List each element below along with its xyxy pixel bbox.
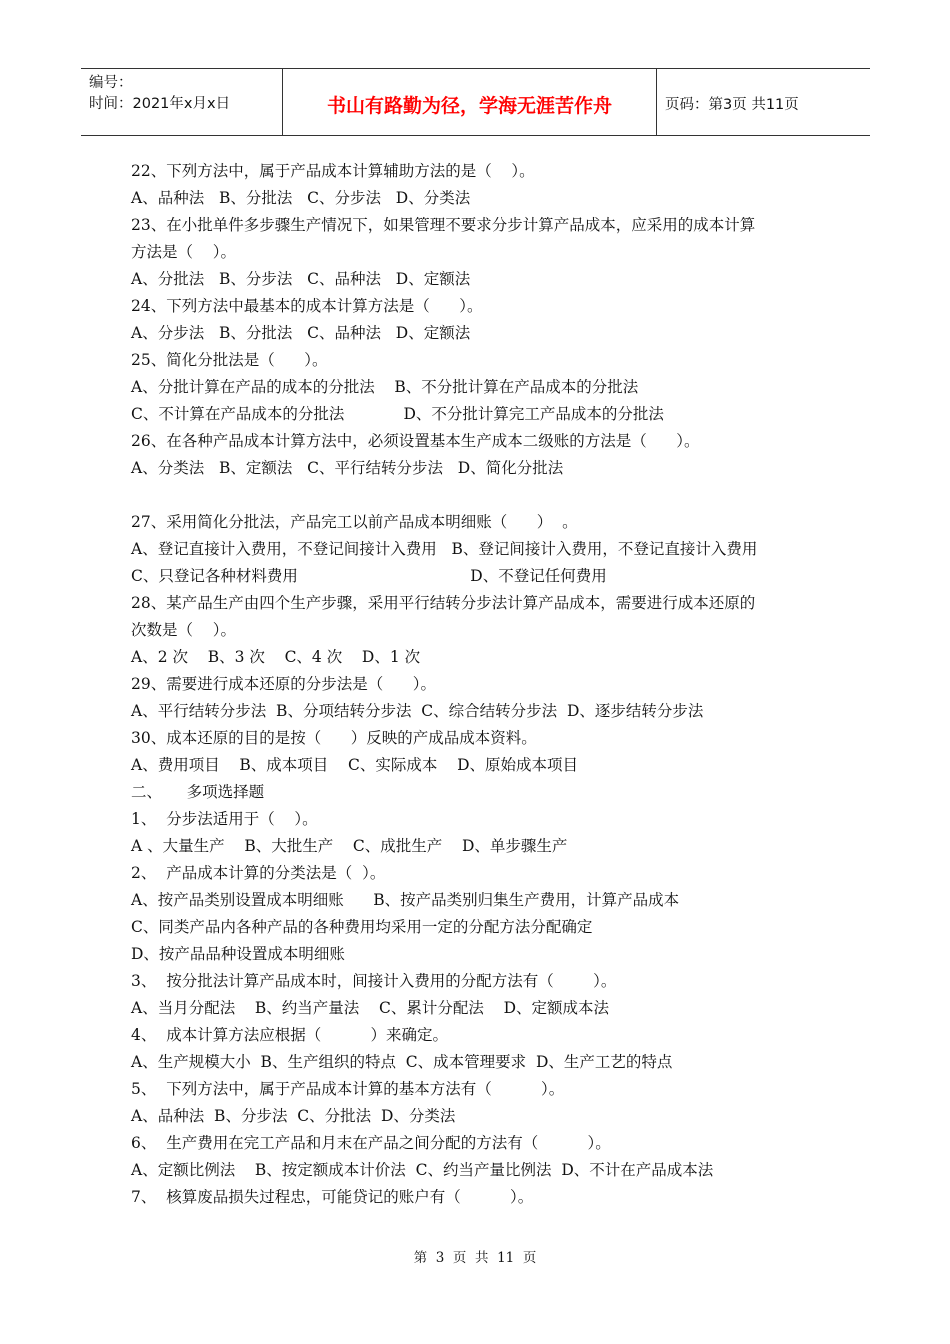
- text-line: 22、下列方法中，属于产品成本计算辅助方法的是（ ）。: [131, 162, 535, 180]
- blank-line: [131, 482, 821, 509]
- text-line: 3、 按分批法计算产品成本时，间接计入费用的分配方法有（ ）。: [131, 972, 617, 990]
- text-line: 4、 成本计算方法应根据（ ）来确定。: [131, 1026, 448, 1044]
- text-line: 25、简化分批法是（ ）。: [131, 351, 328, 369]
- header-page-number: 页码：第3页 共11页: [665, 97, 799, 113]
- text-line: A、定额比例法 B、按定额成本计价法 C、约当产量比例法 D、不计在产品成本法: [131, 1161, 714, 1179]
- text-line: C、同类产品内各种产品的各种费用均采用一定的分配方法分配确定: [131, 918, 593, 936]
- text-line: C、不计算在产品成本的分批法 D、不分批计算完工产品成本的分批法: [131, 405, 664, 423]
- text-line: 6、 生产费用在完工产品和月末在产品之间分配的方法有（ ）。: [131, 1134, 611, 1152]
- text-line: A、平行结转分步法 B、分项结转分步法 C、综合结转分步法 D、逐步结转分步法: [131, 702, 704, 720]
- header-motto: 书山有路勤为径，学海无涯苦作舟: [326, 95, 612, 117]
- text-line: 28、某产品生产由四个生产步骤，采用平行结转分步法计算产品成本，需要进行成本还原的: [131, 594, 756, 612]
- text-line: 24、下列方法中最基本的成本计算方法是（ ）。: [131, 297, 483, 315]
- text-line: A、按产品类别设置成本明细账 B、按产品类别归集生产费用，计算产品成本: [131, 891, 680, 909]
- text-line: C、只登记各种材料费用 D、不登记任何费用: [131, 567, 607, 585]
- text-line: A、登记直接计入费用，不登记间接计入费用 B、登记间接计入费用，不登记直接计入费用: [131, 540, 758, 558]
- text-line: A、生产规模大小 B、生产组织的特点 C、成本管理要求 D、生产工艺的特点: [131, 1053, 673, 1071]
- text-line: A、品种法 B、分步法 C、分批法 D、分类法: [131, 1107, 456, 1125]
- text-line: A、分类法 B、定额法 C、平行结转分步法 D、简化分批法: [131, 459, 564, 477]
- text-line: 23、在小批单件多步骤生产情况下，如果管理不要求分步计算产品成本，应采用的成本计算: [131, 216, 756, 234]
- header-number: 编号：: [89, 75, 133, 91]
- text-line: A、品种法 B、分批法 C、分步法 D、分类法: [131, 189, 471, 207]
- header-divider: [656, 69, 657, 135]
- text-line: A、分批计算在产品的成本的分批法 B、不分批计算在产品成本的分批法: [131, 378, 639, 396]
- text-line: 5、 下列方法中，属于产品成本计算的基本方法有（ ）。: [131, 1080, 565, 1098]
- text-line: 27、采用简化分批法，产品完工以前产品成本明细账（ ） 。: [131, 513, 578, 531]
- header-meta: [89, 73, 230, 115]
- text-line: 26、在各种产品成本计算方法中，必须设置基本生产成本二级账的方法是（ ）。: [131, 432, 700, 450]
- text-line: A、分步法 B、分批法 C、品种法 D、定额法: [131, 324, 471, 342]
- text-line: 2、 产品成本计算的分类法是（ ）。: [131, 864, 386, 882]
- header-date: 时间：2021年x月x日: [89, 96, 231, 112]
- header-divider: [282, 69, 283, 135]
- text-line: 30、成本还原的目的是按（ ）反映的产成品成本资料。: [131, 729, 537, 747]
- text-line: 方法是（ ）。: [131, 243, 236, 261]
- text-line: 7、 核算废品损失过程忠，可能贷记的账户有（ ）。: [131, 1188, 534, 1206]
- text-line: 次数是（ ）。: [131, 621, 236, 639]
- text-line: A 、大量生产 B、大批生产 C、成批生产 D、单步骤生产: [131, 837, 568, 855]
- text-line: A、2 次 B、3 次 C、4 次 D、1 次: [131, 648, 421, 666]
- page-footer: 第 3 页 共 11 页: [413, 1250, 537, 1266]
- document-body: [131, 158, 821, 1211]
- text-line: A、费用项目 B、成本项目 C、实际成本 D、原始成本项目: [131, 756, 578, 774]
- text-line: A、分批法 B、分步法 C、品种法 D、定额法: [131, 270, 471, 288]
- text-line: A、当月分配法 B、约当产量法 C、累计分配法 D、定额成本法: [131, 999, 609, 1017]
- page-header: [81, 68, 870, 136]
- text-line: 29、需要进行成本还原的分步法是（ ）。: [131, 675, 437, 693]
- text-line: D、按产品品种设置成本明细账: [131, 945, 345, 963]
- text-line: 1、 分步法适用于（ ）。: [131, 810, 318, 828]
- text-line: 二、 多项选择题: [131, 783, 265, 801]
